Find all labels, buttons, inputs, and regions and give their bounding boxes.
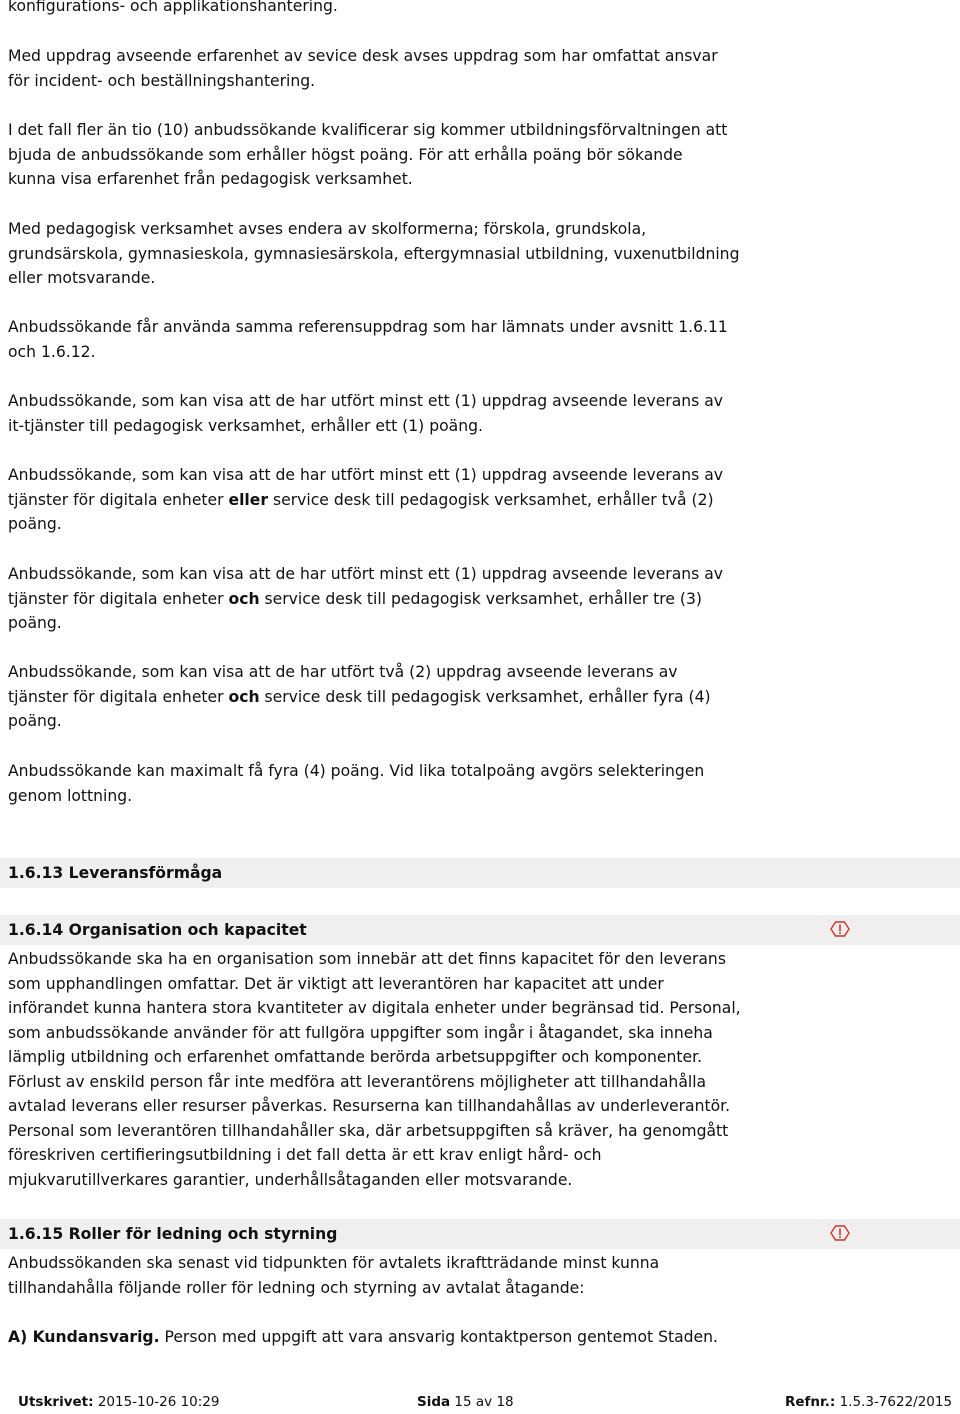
- text-line: bjuda de anbudssökande som erhåller högst poäng. För att erhålla poäng bör sökande: [8, 145, 683, 164]
- section-header-1-6-14: [0, 915, 960, 945]
- text-line: Anbudssökande, som kan visa att de har utfört minst ett (1) uppdrag avseende leverans av: [8, 392, 724, 410]
- role-kundansvarig: [8, 1325, 953, 1350]
- text-line: tjänster för digitala enheter och service desk till pedagogisk verksamhet, erhåller tre (3): [8, 589, 702, 608]
- text-line: Anbudssökande ska ha en organisation som innebär att det finns kapacitet för den leverans: [8, 950, 726, 968]
- paragraph-intro: [8, 0, 953, 19]
- section-title: 1.6.13 Leveransförmåga: [8, 864, 223, 882]
- text-line: Anbudssökande får använda samma referensuppdrag som har lämnats under avsnitt 1.6.11: [8, 318, 728, 336]
- paragraph-score-1: [8, 389, 953, 438]
- text-line: Anbudssökande, som kan visa att de har utfört två (2) uppdrag avseende leverans av: [8, 663, 678, 681]
- role-text: Person med uppgift att vara ansvarig kontaktperson gentemot Staden.: [159, 1328, 718, 1346]
- text-line: Anbudssökanden ska senast vid tidpunkten för avtalets ikraftträdande minst kunna: [8, 1254, 660, 1272]
- text-line: mjukvarutillverkares garantier, underhållsåtaganden eller motsvarande.: [8, 1170, 573, 1189]
- text-line: Anbudssökande kan maximalt få fyra (4) poäng. Vid lika totalpoäng avgörs selekteringen: [8, 762, 705, 780]
- text-line: införandet kunna hantera stora kvantiteter av digitala enheter under begränsad tid. Personal,: [8, 999, 741, 1017]
- paragraph-max-score: [8, 759, 953, 808]
- paragraph-service-desk: [8, 44, 953, 93]
- text-line: Personal som leverantören tillhandahåller ska, där arbetsuppgiften så kräver, ha genomgått: [8, 1121, 729, 1140]
- text-line: Anbudssökande, som kan visa att de har utfört minst ett (1) uppdrag avseende leverans av: [8, 565, 724, 583]
- page-number: Sida 15 av 18: [417, 1394, 514, 1410]
- section-body-1-6-15: [8, 1251, 953, 1300]
- text-line: och 1.6.12.: [8, 342, 96, 361]
- text-line: Med pedagogisk verksamhet avses endera av skolformerna; förskola, grundskola,: [8, 220, 647, 238]
- text-line: it-tjänster till pedagogisk verksamhet, erhåller ett (1) poäng.: [8, 416, 483, 435]
- text-line: eller motsvarande.: [8, 269, 156, 287]
- text-line: tillhandahålla följande roller för ledning och styrning av avtalat åtagande:: [8, 1278, 585, 1297]
- section-header-1-6-15: [0, 1219, 960, 1249]
- paragraph-pedagogical: [8, 217, 953, 291]
- text-line: poäng.: [8, 515, 62, 533]
- emphasis-eller: eller: [228, 490, 269, 509]
- text-line: grundsärskola, gymnasieskola, gymnasiesärskola, eftergymnasial utbildning, vuxenutbildning: [8, 244, 740, 263]
- text-line: konfigurations- och applikationshantering.: [8, 0, 338, 15]
- section-title: 1.6.14 Organisation och kapacitet: [8, 921, 307, 939]
- paragraph-references: [8, 315, 953, 364]
- section-title: 1.6.15 Roller för ledning och styrning: [8, 1225, 338, 1243]
- text-line: poäng.: [8, 712, 62, 730]
- paragraph-qualification: [8, 118, 953, 192]
- text-line: genom lottning.: [8, 786, 133, 805]
- text-line: tjänster för digitala enheter och service desk till pedagogisk verksamhet, erhåller fyra (4): [8, 687, 711, 706]
- text-line: som anbudssökande använder för att fullgöra uppgifter som ingår i åtagandet, ska inneha: [8, 1023, 713, 1042]
- section-body-1-6-14: [8, 947, 953, 1192]
- text-line: kunna visa erfarenhet från pedagogisk verksamhet.: [8, 170, 413, 188]
- text-line: som upphandlingen omfattar. Det är viktigt att leverantören har kapacitet att under: [8, 974, 664, 993]
- text-line: poäng.: [8, 614, 62, 632]
- warning-icon: [830, 920, 850, 938]
- text-line: lämplig utbildning och erfarenhet omfattande berörda arbetsuppgifter och komponenter.: [8, 1048, 703, 1066]
- paragraph-score-4: [8, 660, 953, 734]
- text-line: Förlust av enskild person får inte medföra att leverantörens möjligheter att tillhandahålla: [8, 1072, 707, 1091]
- printed-date: Utskrivet: 2015-10-26 10:29: [18, 1394, 220, 1410]
- page-footer: [0, 1390, 960, 1414]
- text-line: tjänster för digitala enheter eller service desk till pedagogisk verksamhet, erhåller två (2): [8, 490, 714, 509]
- emphasis-och: och: [228, 589, 260, 608]
- text-line: för incident- och beställningshantering.: [8, 71, 316, 90]
- warning-icon: [830, 1224, 850, 1242]
- role-label: A) Kundansvarig.: [8, 1328, 160, 1346]
- section-header-1-6-13: [0, 858, 960, 888]
- paragraph-score-3: [8, 562, 953, 636]
- text-line: Anbudssökande, som kan visa att de har utfört minst ett (1) uppdrag avseende leverans av: [8, 466, 724, 484]
- text-line: föreskriven certifieringsutbildning i det fall detta är ett krav enligt hård- och: [8, 1146, 602, 1164]
- text-line: I det fall fler än tio (10) anbudssökande kvalificerar sig kommer utbildningsförvaltningen att: [8, 121, 728, 139]
- text-line: Med uppdrag avseende erfarenhet av sevice desk avses uppdrag som har omfattat ansvar: [8, 47, 718, 65]
- paragraph-score-2: [8, 463, 953, 537]
- reference-number: Refnr.: 1.5.3-7622/2015: [785, 1394, 953, 1410]
- emphasis-och: och: [228, 687, 260, 706]
- text-line: avtalad leverans eller resurser påverkas. Resurserna kan tillhandahållas av underleverantör.: [8, 1097, 731, 1115]
